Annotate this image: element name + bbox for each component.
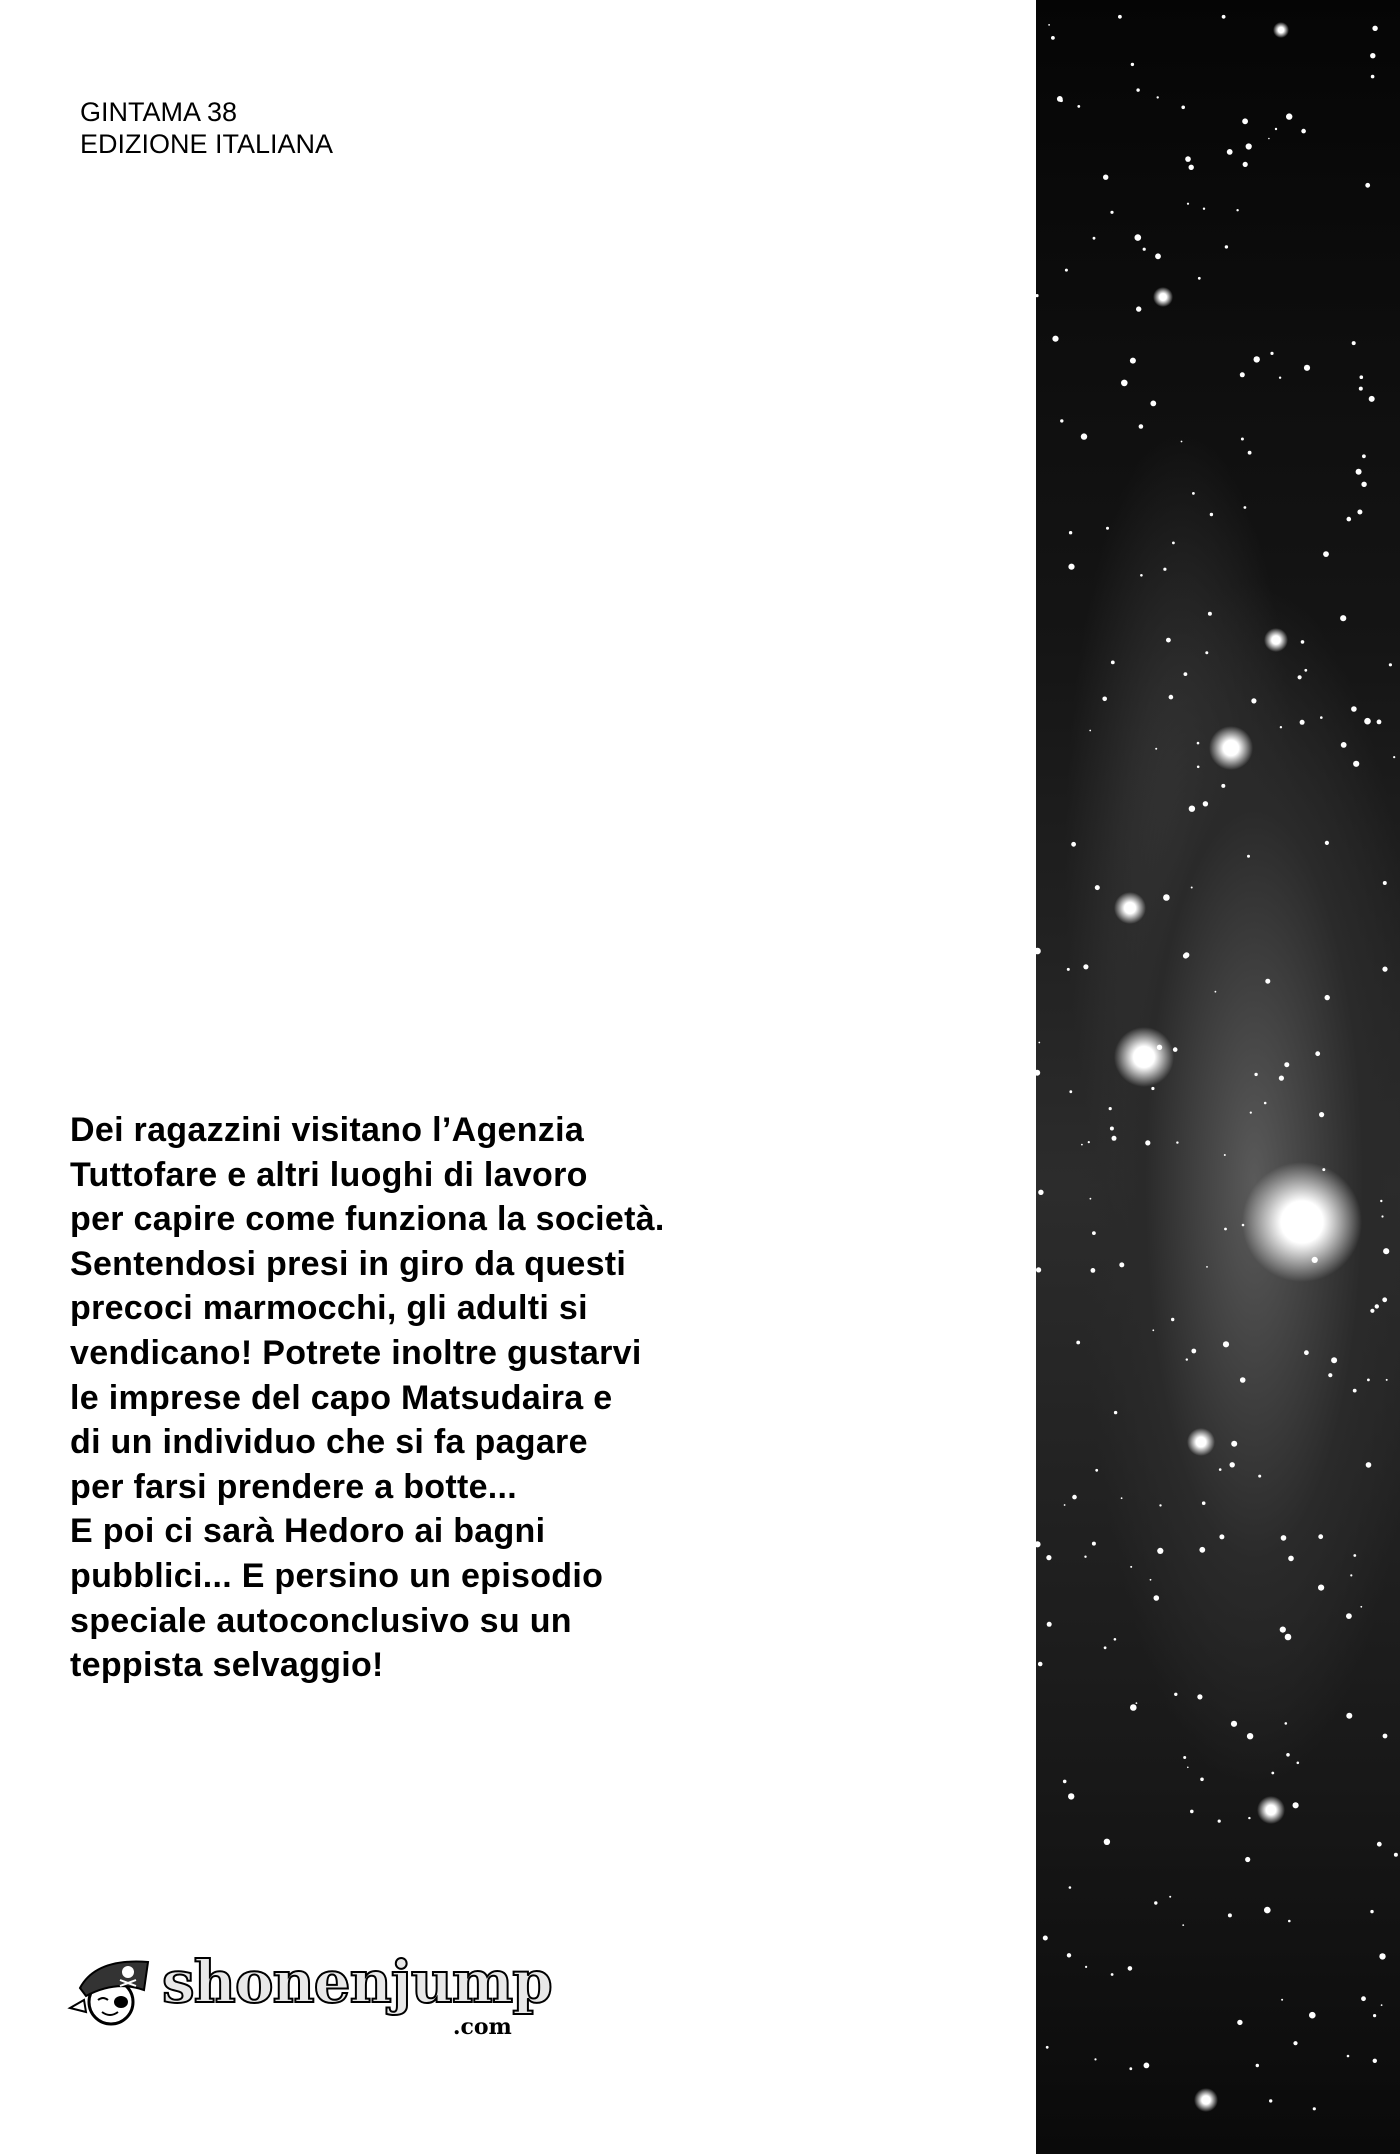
star (1197, 766, 1200, 769)
star (1325, 841, 1329, 845)
star (1386, 1379, 1388, 1381)
bright-star (1114, 1027, 1174, 1087)
star (1254, 1073, 1257, 1076)
star (1046, 1555, 1051, 1560)
star (1103, 175, 1108, 180)
star (1150, 401, 1156, 407)
star (1394, 1853, 1398, 1857)
star (1370, 1910, 1373, 1913)
star (1328, 1373, 1332, 1377)
star (1288, 1556, 1294, 1562)
star (1284, 1062, 1289, 1067)
synopsis-line: speciale autoconclusivo su un (70, 1601, 572, 1640)
star (1102, 697, 1107, 702)
star (1265, 979, 1270, 984)
star (1304, 365, 1310, 371)
star (1244, 506, 1247, 509)
star (1379, 1953, 1385, 1959)
star (1163, 894, 1170, 901)
star (1301, 640, 1305, 644)
star (1139, 424, 1144, 429)
star (1036, 1070, 1040, 1076)
synopsis-line: di un individuo che si fa pagare (70, 1423, 588, 1462)
star (1064, 1504, 1066, 1506)
star (1043, 1936, 1048, 1941)
star (1069, 1090, 1072, 1093)
star (1118, 15, 1122, 19)
bright-star (1187, 1428, 1215, 1456)
star (1381, 1215, 1383, 1217)
star (1191, 1349, 1196, 1354)
star (1383, 1248, 1389, 1254)
star (1319, 1112, 1324, 1117)
star (1048, 24, 1050, 26)
star (1051, 36, 1055, 40)
star (1351, 706, 1357, 712)
star (1331, 1357, 1337, 1363)
star (1380, 1200, 1382, 1202)
star (1189, 165, 1194, 170)
star (1152, 1329, 1154, 1331)
star (1154, 1901, 1157, 1904)
star (1240, 372, 1245, 377)
star (1154, 1595, 1160, 1601)
star (1036, 294, 1039, 297)
star (1038, 1662, 1043, 1667)
star (1083, 964, 1088, 969)
star (1171, 1318, 1174, 1321)
star (1197, 1694, 1202, 1699)
star (1215, 991, 1217, 993)
star (1199, 1547, 1205, 1553)
star (1271, 1772, 1274, 1775)
logo-text (162, 1950, 552, 2040)
star (1285, 1722, 1288, 1725)
synopsis-line: teppista selvaggio! (70, 1646, 384, 1685)
star (1038, 1042, 1040, 1044)
star (1110, 211, 1113, 214)
star (1300, 720, 1305, 725)
star (1243, 162, 1248, 167)
star (1268, 138, 1270, 140)
star (1341, 742, 1347, 748)
star (1114, 1638, 1117, 1641)
star (1085, 1966, 1087, 1968)
star (1370, 53, 1375, 58)
bright-star (1153, 287, 1173, 307)
star (1222, 15, 1226, 19)
star (1280, 1627, 1286, 1633)
star (1382, 967, 1387, 972)
star (1365, 183, 1370, 188)
star (1038, 1190, 1043, 1195)
star (1366, 1462, 1372, 1468)
synopsis-line: Tuttofare e altri luoghi di lavoro (70, 1155, 588, 1194)
star (1203, 208, 1205, 210)
star (1293, 2041, 1297, 2045)
star (1218, 1820, 1221, 1823)
star (1143, 248, 1146, 251)
star (1269, 2099, 1272, 2102)
star (1237, 2020, 1242, 2025)
synopsis-line: precoci marmocchi, gli adulti si (70, 1289, 588, 1328)
star (1181, 106, 1185, 110)
star (1140, 574, 1143, 577)
book-header (80, 96, 333, 160)
star (1254, 356, 1260, 362)
star (1353, 1554, 1356, 1557)
star (1304, 669, 1307, 672)
star (1145, 1140, 1150, 1145)
star (1104, 1646, 1107, 1649)
star (1173, 1047, 1178, 1052)
star (1248, 1817, 1250, 1819)
star (1258, 1475, 1261, 1478)
star (1362, 454, 1366, 458)
synopsis-line: E poi ci sarà Hedoro ai bagni (70, 1512, 546, 1551)
star (1383, 881, 1387, 885)
star (1169, 1896, 1171, 1898)
star (1109, 1107, 1112, 1110)
star (1157, 96, 1159, 98)
bright-star (1264, 628, 1288, 652)
bright-star (1257, 1796, 1285, 1824)
star (1346, 1613, 1352, 1619)
star (1375, 1304, 1379, 1308)
star (1191, 887, 1193, 889)
star (1247, 855, 1250, 858)
star (1068, 564, 1074, 570)
star (1288, 1920, 1291, 1923)
stars (1036, 0, 1400, 2154)
synopsis-line: Dei ragazzini visitano l’Agenzia (70, 1111, 585, 1149)
bright-star (1273, 22, 1289, 38)
star (1206, 1266, 1208, 1268)
star (1281, 1999, 1283, 2001)
star (1227, 149, 1233, 155)
star (1084, 1556, 1086, 1558)
star (1236, 209, 1238, 211)
bright-star (1242, 1162, 1362, 1282)
star (1092, 1542, 1096, 1546)
star (1092, 1231, 1096, 1235)
star (1119, 1262, 1124, 1267)
star (1036, 1541, 1041, 1547)
star (1181, 441, 1183, 443)
star (1144, 2063, 1150, 2069)
star (1183, 1756, 1186, 1759)
star (1247, 1733, 1253, 1739)
star (1346, 1713, 1352, 1719)
star (1275, 128, 1277, 130)
star (1130, 1566, 1132, 1568)
star (1176, 1141, 1178, 1143)
star (1270, 352, 1273, 355)
star (1155, 253, 1161, 259)
star (1241, 438, 1244, 441)
star (1231, 1721, 1237, 1727)
star (1208, 612, 1212, 616)
star (1060, 419, 1063, 422)
star (1293, 1802, 1299, 1808)
bright-star (1209, 726, 1253, 770)
star (1285, 1634, 1292, 1641)
star (1281, 1535, 1287, 1541)
star (1377, 1842, 1382, 1847)
star (1185, 156, 1191, 162)
bright-star (1114, 892, 1146, 924)
star (1357, 510, 1362, 515)
star (1360, 375, 1364, 379)
star (1065, 269, 1068, 272)
star (1111, 1973, 1114, 1976)
synopsis-line: vendicano! Potrete inoltre gustarvi (70, 1333, 642, 1372)
star (1240, 1377, 1246, 1383)
star (1093, 237, 1096, 240)
star (1046, 2046, 1049, 2049)
star (1081, 433, 1087, 439)
star (1286, 113, 1292, 119)
star (1110, 1127, 1114, 1131)
star (1151, 1087, 1154, 1090)
star (1279, 377, 1281, 379)
bright-star (1194, 2088, 1218, 2112)
star (1166, 638, 1171, 643)
synopsis (70, 1108, 665, 1688)
star (1184, 952, 1190, 958)
star (1381, 2004, 1383, 2006)
star (1242, 118, 1248, 124)
star (1372, 26, 1377, 31)
edition-label: EDIZIONE ITALIANA (80, 129, 334, 159)
star (1228, 1913, 1232, 1917)
star (1301, 129, 1306, 134)
star (1373, 2014, 1376, 2017)
synopsis-line: pubblici... E persino un episodio (70, 1556, 604, 1595)
synopsis-line: Sentendosi presi in giro da questi (70, 1244, 627, 1283)
star (1091, 1268, 1096, 1273)
star (1172, 542, 1175, 545)
star (1231, 1441, 1237, 1447)
star (1135, 234, 1142, 241)
star (1359, 387, 1363, 391)
star (1121, 1497, 1123, 1499)
star (1072, 1495, 1077, 1500)
star (1347, 2055, 1350, 2058)
star (1377, 720, 1382, 725)
star (1130, 358, 1136, 364)
star (1347, 517, 1352, 522)
star (1352, 341, 1356, 345)
star (1223, 1341, 1229, 1347)
star (1393, 756, 1395, 758)
star (1068, 1793, 1074, 1799)
star (1361, 482, 1366, 487)
star (1370, 1309, 1374, 1313)
star (1190, 1810, 1194, 1814)
star (1360, 1606, 1362, 1608)
star (1256, 2064, 1259, 2067)
star (1323, 551, 1329, 557)
star (1264, 1907, 1271, 1914)
star (1094, 2058, 1096, 2060)
star (1210, 513, 1213, 516)
star (1067, 1953, 1071, 1957)
star (1198, 277, 1201, 280)
star (1159, 1504, 1161, 1506)
star (1224, 1154, 1226, 1156)
star (1081, 1144, 1083, 1146)
star (1088, 1141, 1090, 1143)
star (1155, 748, 1157, 750)
star (1382, 1297, 1387, 1302)
star (1350, 1574, 1352, 1576)
star (1114, 1411, 1117, 1414)
star (1225, 245, 1228, 248)
star (1067, 968, 1070, 971)
star (1077, 105, 1080, 108)
star (1184, 672, 1188, 676)
star (1104, 1839, 1110, 1845)
star (1304, 1350, 1309, 1355)
star (1279, 1076, 1284, 1081)
star (1106, 527, 1109, 530)
star (1111, 661, 1115, 665)
star (1250, 1112, 1252, 1114)
star (1318, 1585, 1324, 1591)
star (1182, 1924, 1184, 1926)
star (1298, 675, 1302, 679)
star (1069, 1886, 1072, 1889)
star (1052, 336, 1058, 342)
star (1371, 75, 1375, 79)
star (1205, 651, 1208, 654)
star (1369, 396, 1375, 402)
star (1224, 1228, 1227, 1231)
star (1383, 1734, 1388, 1739)
star (1203, 801, 1208, 806)
star (1174, 1693, 1177, 1696)
star (1036, 1267, 1041, 1272)
star (1353, 1389, 1357, 1393)
star (1264, 1102, 1267, 1105)
star (1373, 2059, 1377, 2063)
star (1060, 99, 1063, 102)
star (1230, 1462, 1235, 1467)
star (1136, 306, 1141, 311)
star (1069, 531, 1072, 534)
star (1364, 718, 1371, 725)
star (1353, 761, 1359, 767)
star (1309, 2012, 1316, 2019)
star (1202, 1501, 1206, 1505)
star (1325, 995, 1330, 1000)
star (1150, 1579, 1152, 1581)
star (1200, 1778, 1204, 1782)
star (1136, 88, 1139, 91)
star (1318, 1534, 1323, 1539)
star (1036, 948, 1041, 955)
synopsis-line: le imprese del capo Matsudaira e (70, 1378, 613, 1417)
star (1340, 615, 1346, 621)
star (1356, 469, 1362, 475)
star (1297, 1762, 1300, 1765)
star (1315, 1051, 1320, 1056)
star (1367, 1379, 1370, 1382)
star (1157, 1548, 1163, 1554)
shonenjump-logo (66, 1950, 552, 2040)
star (1112, 1136, 1117, 1141)
star (1320, 716, 1323, 719)
star (1121, 380, 1128, 387)
synopsis-line: per capire come funziona la società. (70, 1200, 665, 1239)
star (1245, 1857, 1250, 1862)
star (1219, 1468, 1222, 1471)
star (1076, 1341, 1080, 1345)
star (1063, 1780, 1067, 1784)
synopsis-line: per farsi prendere a botte... (70, 1467, 518, 1506)
star (1248, 451, 1252, 455)
star (1047, 1622, 1052, 1627)
star (1197, 742, 1200, 745)
star (1089, 730, 1091, 732)
star (1189, 806, 1195, 812)
star (1131, 63, 1134, 66)
star (1163, 568, 1166, 571)
star (1095, 885, 1100, 890)
pirate-mascot-icon (66, 1950, 156, 2030)
logo-wordmark: shonenjump (162, 1948, 552, 2016)
star (1280, 726, 1282, 728)
star (1221, 784, 1225, 788)
star (1192, 492, 1195, 495)
star (1313, 2107, 1316, 2110)
star (1136, 1702, 1138, 1704)
star (1246, 143, 1252, 149)
star (1219, 1534, 1224, 1539)
book-title: GINTAMA 38 (80, 97, 238, 127)
star (1095, 1469, 1098, 1472)
star (1129, 2067, 1132, 2070)
logo-suffix: .com (452, 2014, 512, 2040)
star (1251, 698, 1256, 703)
star (1186, 1358, 1188, 1360)
star (1286, 1753, 1290, 1757)
star (1361, 1996, 1366, 2001)
star (1169, 695, 1174, 700)
star (1128, 1966, 1133, 1971)
star (1187, 203, 1189, 205)
star (1130, 1704, 1137, 1711)
star (1389, 663, 1392, 666)
starfield-image (1036, 0, 1400, 2154)
star (1071, 842, 1076, 847)
star (1090, 1198, 1092, 1200)
star (1187, 1767, 1189, 1769)
